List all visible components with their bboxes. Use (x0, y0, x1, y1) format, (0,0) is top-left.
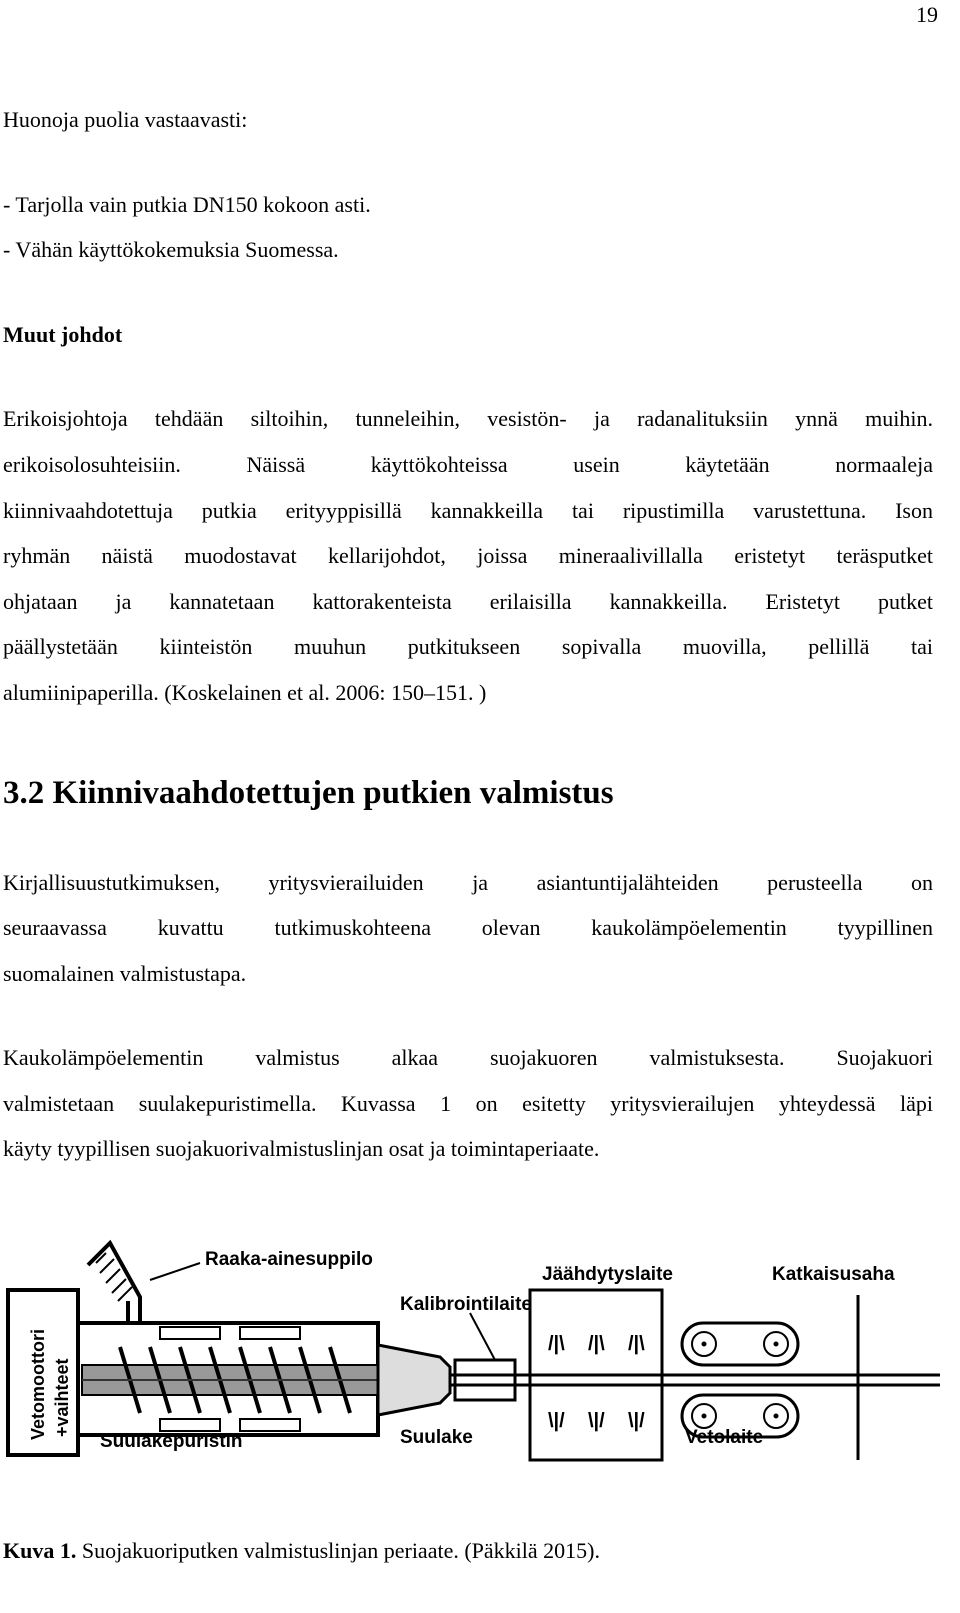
hopper-pointer (150, 1263, 200, 1280)
para1-line-5: ohjataan ja kannatetaan kattorakenteista erilaisilla kannakkeilla. Eristetyt putket (3, 589, 933, 614)
haul-off-label: Vetolaite (685, 1427, 764, 1448)
spray-bottom-3: \|/ (628, 1410, 645, 1432)
die-body (378, 1345, 450, 1415)
para3-line-1: Kaukolämpöelementin valmistus alkaa suojakuoren valmistuksesta. Suojakuori (3, 1045, 933, 1070)
cons-intro: Huonoja puolia vastaavasti: (3, 107, 248, 132)
roller-top-left-hub (702, 1342, 707, 1347)
calibration-label: Kalibrointilaite (400, 1294, 532, 1315)
para3-line-3: käyty tyypillisen suojakuorivalmistuslinjan osat ja toimintaperiaate. (3, 1136, 600, 1161)
heater-band-top-1 (160, 1327, 220, 1339)
extrusion-line-diagram (0, 1235, 960, 1475)
hopper-hatch (96, 1253, 132, 1301)
hopper-label: Raaka-ainesuppilo (205, 1249, 373, 1270)
caption-text: Suojakuoriputken valmistuslinjan periaate. (Päkkilä 2015). (76, 1538, 600, 1563)
caption-label: Kuva 1. (3, 1538, 77, 1563)
spray-bottom-2: \|/ (588, 1410, 605, 1432)
roller-bottom-right-hub (774, 1414, 779, 1419)
page-number: 19 (916, 2, 938, 27)
cons-item-2: - Vähän käyttökokemuksia Suomessa. (3, 237, 339, 262)
saw-label: Katkaisusaha (772, 1264, 895, 1285)
hopper (88, 1243, 140, 1323)
spray-top-3: /|\ (628, 1333, 645, 1355)
calibration-pointer (470, 1313, 495, 1360)
para1-line-7: alumiinipaperilla. (Koskelainen et al. 2006: 150–151. ) (3, 680, 487, 705)
roller-top-right-hub (774, 1342, 779, 1347)
subheading: Muut johdot (3, 322, 123, 347)
drive-motor-label-1: Vetomoottori (28, 1329, 48, 1440)
para1-line-4: ryhmän näistä muodostavat kellarijohdot, joissa mineraalivillalla eristetyt teräsputket (3, 543, 933, 568)
heater-band-bottom-2 (240, 1419, 300, 1431)
figure-caption (3, 1538, 600, 1564)
para1-line-3: kiinnivaahdotettuja putkia erityyppisillä kannakkeilla tai ripustimilla varustettuna. Ison (3, 498, 933, 523)
spray-bottom-1: \|/ (548, 1410, 565, 1432)
para1-line-1: Erikoisjohtoja tehdään siltoihin, tunneleihin, vesistön- ja radanalituksiin ynnä muihin. (3, 406, 933, 431)
cons-item-1: - Tarjolla vain putkia DN150 kokoon asti. (3, 192, 371, 217)
section-heading: 3.2 Kiinnivaahdotettujen putkien valmistus (3, 775, 614, 811)
heater-band-bottom-1 (160, 1419, 220, 1431)
haul-off-track-top (682, 1323, 798, 1365)
para2-line-1: Kirjallisuustutkimuksen, yritysvierailuiden ja asiantuntijalähteiden perusteella on (3, 870, 933, 895)
roller-bottom-left-hub (702, 1414, 707, 1419)
para2-line-3: suomalainen valmistustapa. (3, 961, 247, 986)
die-label: Suulake (400, 1427, 473, 1448)
spray-top-2: /|\ (588, 1333, 605, 1355)
para1-line-2: erikoisolosuhteisiin. Näissä käyttökohteissa usein käytetään normaaleja (3, 452, 933, 477)
cooling-label: Jäähdytyslaite (542, 1264, 673, 1285)
para1-line-6: päällystetään kiinteistön muuhun putkitukseen sopivalla muovilla, pellillä tai (3, 634, 933, 659)
calibration-unit (455, 1360, 515, 1400)
spray-top-1: /|\ (548, 1333, 565, 1355)
para2-line-2: seuraavassa kuvattu tutkimuskohteena olevan kaukolämpöelementin tyypillinen (3, 915, 933, 940)
drive-motor-label-2: +vaihteet (52, 1358, 72, 1437)
extruder-label: Suulakepuristin (100, 1431, 243, 1452)
heater-band-top-2 (240, 1327, 300, 1339)
para3-line-2: valmistetaan suulakepuristimella. Kuvassa 1 on esitetty yritysvierailujen yhteydessä läpi (3, 1091, 933, 1116)
